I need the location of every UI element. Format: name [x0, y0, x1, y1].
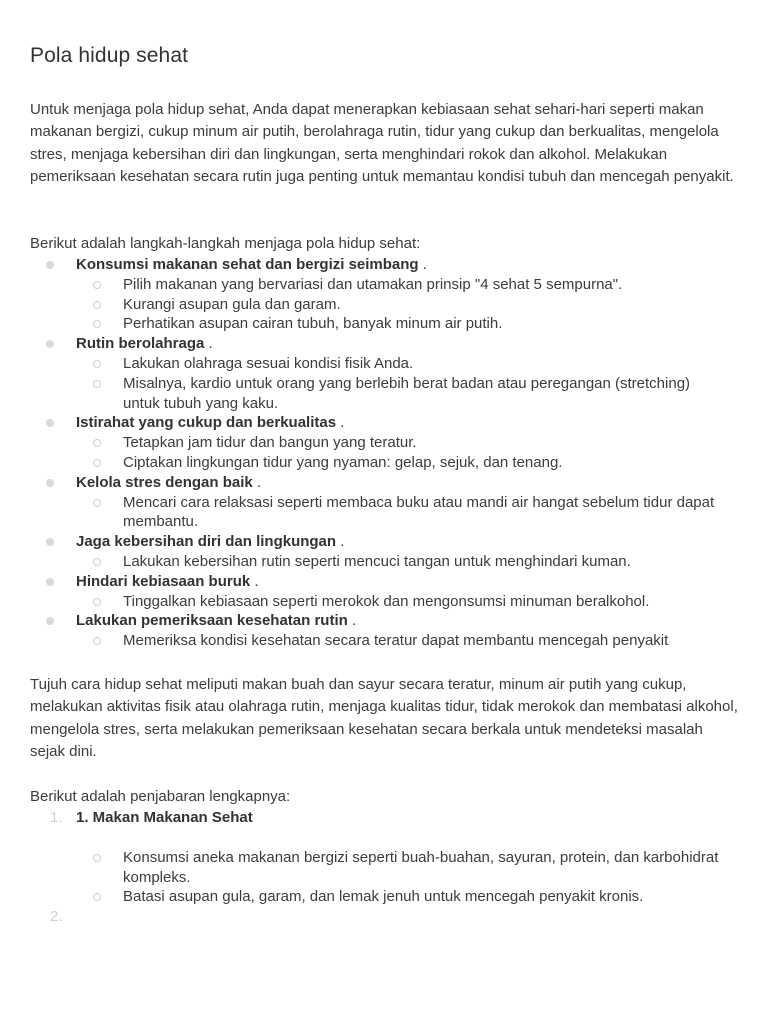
sub-list-item — [0, 493, 768, 533]
step-suffix: . — [347, 612, 357, 630]
step-suffix: . — [336, 414, 345, 432]
sub-list-item — [0, 374, 768, 414]
sub-list-item — [0, 848, 768, 888]
bullet-icon — [46, 617, 54, 625]
sub-list-item — [0, 354, 768, 374]
step-label: Hindari kebiasaan buruk — [76, 572, 251, 590]
hollow-bullet-icon — [93, 637, 101, 645]
sub-list-item — [0, 592, 768, 612]
details-list — [0, 808, 768, 927]
hollow-bullet-icon — [93, 360, 101, 368]
hollow-bullet-icon — [93, 380, 101, 388]
sub-item-text: Lakukan olahraga sesuai kondisi fisik Anda. — [123, 354, 414, 372]
step-label: Rutin berolahraga — [76, 335, 205, 353]
sub-list-item — [0, 295, 768, 315]
hollow-bullet-icon — [93, 439, 101, 447]
sub-item-text: Lakukan kebersihan rutin seperti mencuci tangan untuk menghindari kuman. — [123, 552, 631, 570]
step-suffix: . — [418, 256, 427, 273]
sub-item-text: Konsumsi aneka makanan bergizi seperti buah-buahan, sayuran, protein, dan karbohidrat kompleks. — [123, 848, 719, 886]
bullet-icon — [46, 578, 54, 586]
sub-list-item — [0, 433, 768, 453]
numbered-heading: 1. Makan Makanan Sehat — [76, 809, 253, 826]
number-marker: 1. — [50, 809, 63, 826]
hollow-bullet-icon — [93, 281, 101, 289]
summary-paragraph: Tujuh cara hidup sehat meliputi makan buah dan sayur secara teratur, minum air putih yang cukup, melakukan aktivitas fisik atau olahraga rutin, menjaga kualitas tidur, tidak merokok dan membatasi alkohol, mengelola stres, serta melakukan pemeriksaan kesehatan secara berkala untuk mendeteksi masalah sejak dini. — [30, 676, 738, 760]
step-suffix: . — [252, 473, 262, 491]
step-label: Kelola stres dengan baik — [76, 473, 253, 491]
hollow-bullet-icon — [93, 320, 101, 328]
list-item — [0, 611, 768, 631]
hollow-bullet-icon — [93, 459, 101, 467]
step-suffix: . — [204, 335, 213, 353]
list-item — [0, 334, 768, 354]
sub-list-item — [0, 314, 768, 334]
sub-item-text: Perhatikan asupan cairan tubuh, banyak minum air putih. — [123, 315, 503, 333]
page-title: Pola hidup sehat — [30, 44, 189, 67]
intro-paragraph: Untuk menjaga pola hidup sehat, Anda dapat menerapkan kebiasaan sehat sehari-hari seperti makan makanan bergizi, cukup minum air putih, berolahraga rutin, tidur yang cukup dan berkualitas, mengelola stres, menjaga kebersihan diri dan lingkungan, serta menghindari rokok dan alkohol. Melakukan pemeriksaan kesehatan secara rutin juga penting untuk memantau kondisi tubuh dan mencegah penyakit. — [30, 101, 734, 185]
sub-list-item — [0, 631, 768, 651]
bullet-icon — [46, 479, 54, 487]
sub-item-text: Memeriksa kondisi kesehatan secara teratur dapat membantu mencegah penyakit — [123, 632, 669, 650]
sub-item-text: Mencari cara relaksasi seperti membaca buku atau mandi air hangat sebelum tidur dapat membantu. — [123, 493, 715, 531]
bullet-icon — [46, 261, 54, 269]
sub-list-item — [0, 275, 768, 295]
hollow-bullet-icon — [93, 854, 101, 862]
sub-item-text: Ciptakan lingkungan tidur yang nyaman: gelap, sejuk, dan tenang. — [123, 453, 563, 471]
list-item — [0, 413, 768, 433]
steps-heading: Berikut adalah langkah-langkah menjaga pola hidup sehat: — [30, 235, 421, 252]
hollow-bullet-icon — [93, 499, 101, 507]
numbered-item — [0, 907, 768, 927]
sub-item-text: Pilih makanan yang bervariasi dan utamakan prinsip "4 sehat 5 sempurna". — [123, 275, 623, 293]
hollow-bullet-icon — [93, 598, 101, 606]
hollow-bullet-icon — [93, 893, 101, 901]
step-label: Jaga kebersihan diri dan lingkungan — [76, 533, 337, 551]
hollow-bullet-icon — [93, 301, 101, 309]
sub-list-item — [0, 453, 768, 473]
sub-item-text: Tinggalkan kebiasaan seperti merokok dan mengonsumsi minuman beralkohol. — [123, 592, 650, 610]
sub-list-item — [0, 552, 768, 572]
list-item — [0, 572, 768, 592]
sub-item-text: Tetapkan jam tidur dan bangun yang teratur. — [123, 434, 417, 452]
numbered-item — [0, 808, 768, 828]
step-label: Lakukan pemeriksaan kesehatan rutin — [76, 612, 348, 630]
sub-item-text: Batasi asupan gula, garam, dan lemak jenuh untuk mencegah penyakit kronis. — [123, 888, 644, 906]
bullet-icon — [46, 538, 54, 546]
step-suffix: . — [250, 572, 259, 590]
bullet-icon — [46, 419, 54, 427]
step-suffix: . — [336, 533, 345, 551]
details-heading: Berikut adalah penjabaran lengkapnya: — [30, 788, 291, 805]
steps-list — [0, 255, 768, 651]
spacer — [0, 828, 768, 848]
list-item — [0, 473, 768, 493]
sub-item-text: Kurangi asupan gula dan garam. — [123, 295, 341, 313]
number-marker: 2. — [50, 908, 63, 926]
step-label: Istirahat yang cukup dan berkualitas — [76, 414, 337, 432]
list-item — [0, 255, 768, 275]
bullet-icon — [46, 340, 54, 348]
sub-item-text: Misalnya, kardio untuk orang yang berlebih berat badan atau peregangan (stretching) untuk tubuh yang kaku. — [123, 374, 691, 412]
list-item — [0, 532, 768, 552]
sub-list-item — [0, 887, 768, 907]
hollow-bullet-icon — [93, 558, 101, 566]
step-label: Konsumsi makanan sehat dan bergizi seimbang — [76, 256, 419, 273]
